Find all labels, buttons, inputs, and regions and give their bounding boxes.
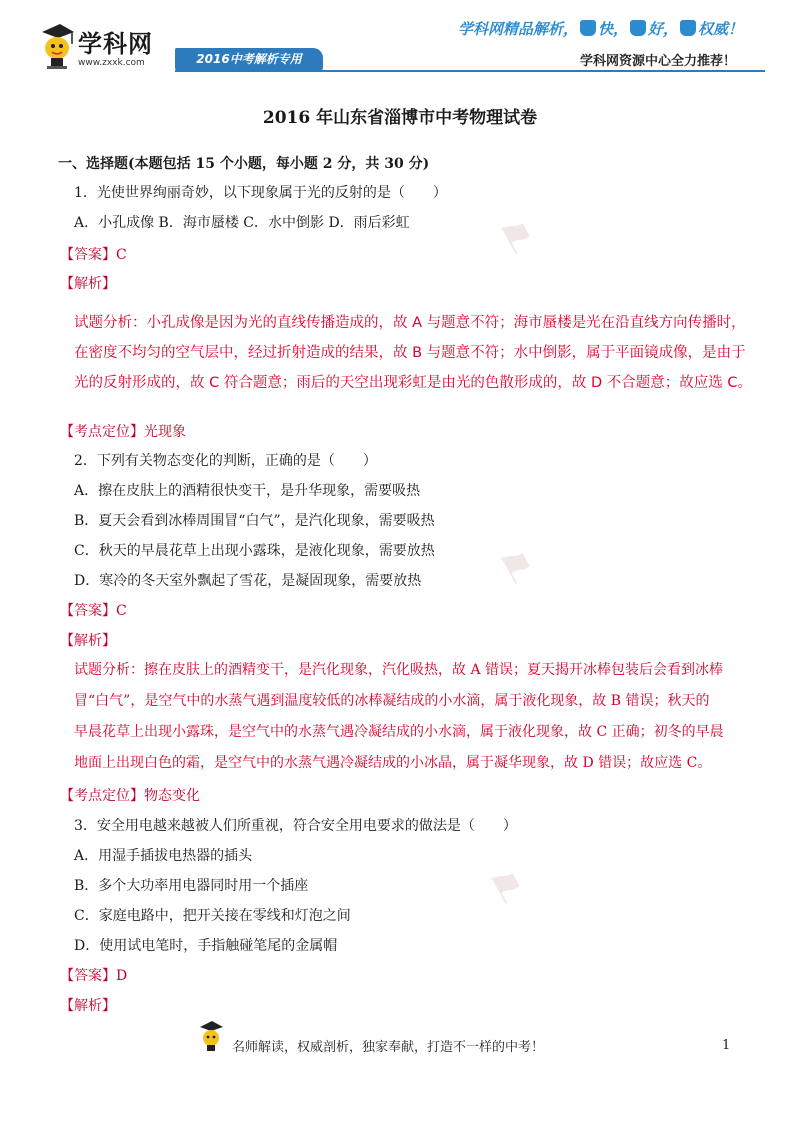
page-number: 1 (722, 1038, 731, 1053)
header-slogan (458, 18, 778, 46)
analysis-line: 冒“白气”，是空气中的水蒸气遇到温度较低的冰棒凝结成的小水滴，属于液化现象，故 B 错误；秋天的 (74, 693, 710, 709)
option-d: D．寒冷的冬天室外飘起了雪花，是凝固现象，需要放热 (74, 573, 422, 589)
option-a: A．擦在皮肤上的酒精很快变干，是升华现象，需要吸热 (74, 483, 421, 499)
question-options: A．小孔成像 B．海市蜃楼 C．水中倒影 D．雨后彩虹 (74, 215, 410, 231)
analysis-line: 试题分析：小孔成像是因为光的直线传播造成的，故 A 与题意不符；海市蜃楼是光在沿直线方向传播时， (74, 315, 746, 331)
analysis-label: 【解析】 (60, 633, 116, 649)
option-b: B．夏天会看到冰棒周围冒“白气”，是汽化现象，需要吸热 (74, 513, 435, 529)
slogan-part-3: 好， (648, 20, 679, 38)
analysis-line: 光的反射形成的，故 C 符合题意；雨后的天空出现彩虹是由光的色散形成的，故 D 不合题意；故应选 C。 (74, 375, 752, 391)
option-a: A．用湿手插拔电热器的插头 (74, 848, 253, 864)
slogan-part-1: 学科网精品解析， (458, 20, 579, 38)
thumbs-up-icon (680, 20, 696, 36)
answer-label: 【答案】C (60, 603, 127, 619)
mascot-icon (38, 22, 76, 70)
question-stem: 2．下列有关物态变化的判断，正确的是（ ） (74, 453, 377, 469)
option-d: D．使用试电笔时，手指触碰笔尾的金属帽 (74, 938, 338, 954)
footer-slogan: 名师解读，权威剖析，独家奉献，打造不一样的中考！ (232, 1040, 545, 1055)
analysis-line: 早晨花草上出现小露珠，是空气中的水蒸气遇冷凝结成的小水滴，属于液化现象，故 C 正确；初冬的早晨 (74, 724, 724, 740)
question-stem: 3．安全用电越来越被人们所重视，符合安全用电要求的做法是（ ） (74, 818, 517, 834)
logo-url[interactable]: www.zxxk.com (78, 58, 145, 68)
thumbs-up-icon (630, 20, 646, 36)
exam-badge: 2016中考解析专用 (175, 48, 323, 70)
knowledge-point: 【考点定位】物态变化 (60, 788, 200, 804)
slogan-part-4: 权威！ (698, 20, 744, 38)
analysis-line: 在密度不均匀的空气层中，经过折射造成的结果，故 B 与题意不符；水中倒影，属于平面镜成像，是由于 (74, 345, 746, 361)
header-divider (175, 70, 765, 72)
page-title: 2016 年山东省淄博市中考物理试卷 (262, 108, 538, 128)
question-stem: 1．光使世界绚丽奇妙，以下现象属于光的反射的是（ ） (74, 185, 447, 201)
option-b: B．多个大功率用电器同时用一个插座 (74, 878, 309, 894)
page-header (0, 0, 800, 90)
watermark-logo: ⚑ (481, 859, 535, 917)
analysis-line: 试题分析：擦在皮肤上的酒精变干，是汽化现象，汽化吸热，故 A 错误；夏天揭开冰棒包装后会看到冰棒 (74, 662, 724, 678)
analysis-label: 【解析】 (60, 998, 116, 1014)
thumbs-up-icon (580, 20, 596, 36)
watermark-logo: ⚑ (491, 209, 545, 267)
section-heading: 一、选择题(本题包括 15 个小题，每小题 2 分，共 30 分) (58, 156, 430, 172)
watermark-logo: ⚑ (491, 539, 545, 597)
site-logo[interactable] (38, 18, 188, 78)
analysis-label: 【解析】 (60, 276, 116, 292)
mascot-icon (198, 1020, 224, 1054)
analysis-line: 地面上出现白色的霜，是空气中的水蒸气遇冷凝结成的小冰晶，属于凝华现象，故 D 错误；故应选 C。 (74, 755, 712, 771)
logo-text: 学科网 (78, 30, 153, 58)
header-recommend: 学科网资源中心全力推荐！ (580, 54, 737, 69)
option-c: C．秋天的早晨花草上出现小露珠，是液化现象，需要放热 (74, 543, 435, 559)
option-c: C．家庭电路中，把开关接在零线和灯泡之间 (74, 908, 351, 924)
slogan-part-2: 快， (598, 20, 629, 38)
answer-label: 【答案】D (60, 968, 128, 984)
answer-label: 【答案】C (60, 247, 127, 263)
knowledge-point: 【考点定位】光现象 (60, 424, 186, 440)
